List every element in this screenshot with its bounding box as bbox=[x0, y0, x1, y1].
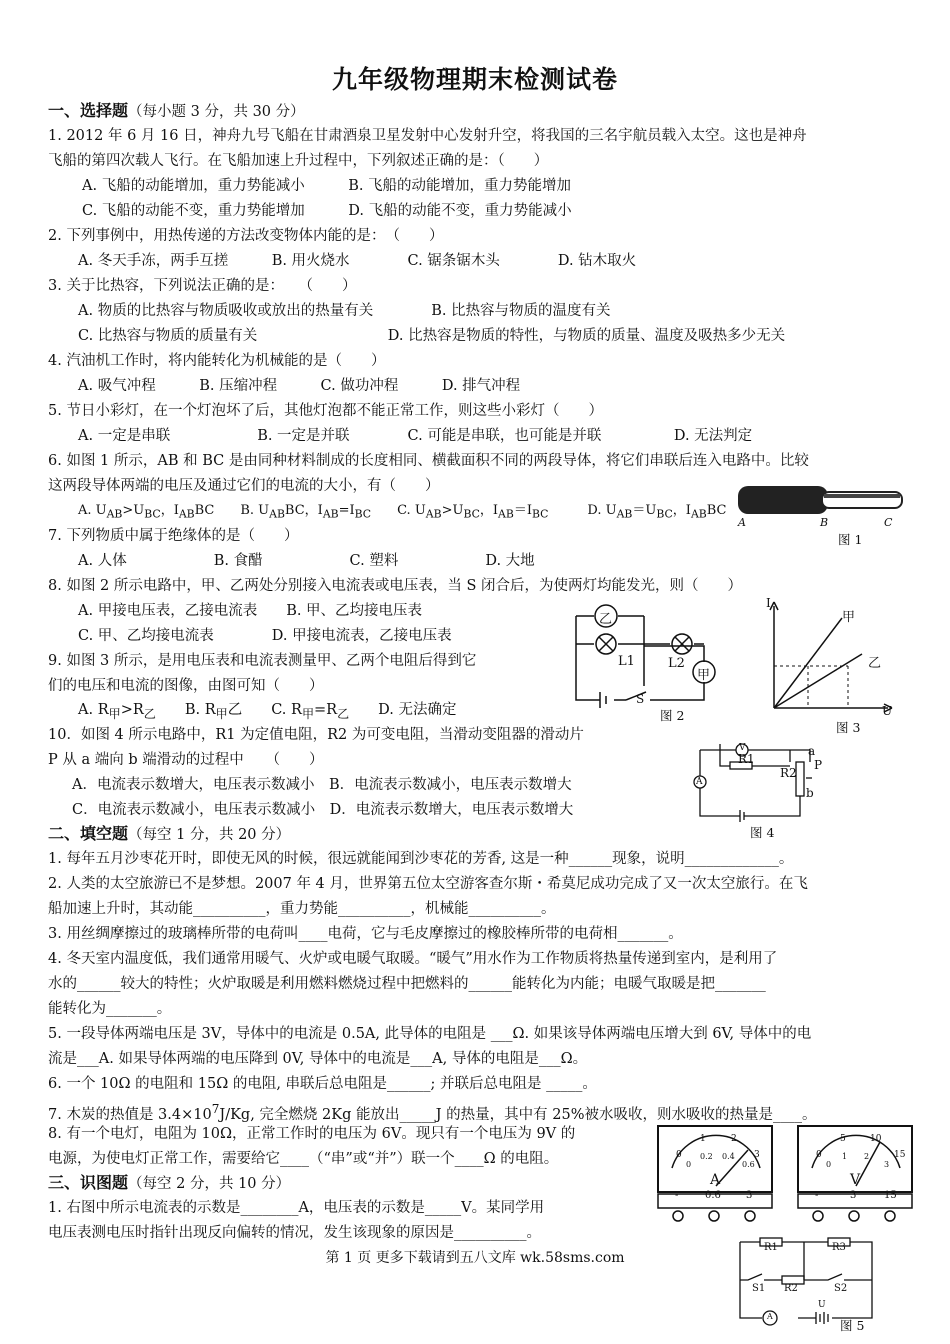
ammeter-terminal bbox=[673, 1211, 683, 1221]
fig5-battery bbox=[816, 1312, 828, 1324]
section-heading-fill bbox=[48, 824, 290, 845]
fig4-label-ammeter: A bbox=[696, 777, 703, 787]
fig5-label-s2: S2 bbox=[834, 1283, 848, 1294]
lamp-l1-cross bbox=[599, 637, 613, 651]
fig3-label-u: U bbox=[882, 704, 893, 718]
voltmeter-tick: 1 bbox=[842, 1152, 848, 1161]
section-title: 二、填空题 bbox=[48, 824, 129, 843]
option-line: C．电流表示数减小，电压表示数减小 D．电流表示数增大，电压表示数增大 bbox=[72, 802, 574, 818]
fig4-r2 bbox=[796, 762, 804, 796]
question-line: 1. 右图中所示电流表的示数是________A，电压表的示数是_____V。某同学用 bbox=[48, 1200, 545, 1216]
option-line: A. 一定是串联 B. 一定是并联 C. 可能是串联，也可能是并联 D. 无法判定 bbox=[78, 428, 753, 444]
question-line: 电压表测电压时指针出现反向偏转的情况，发生该现象的原因是__________。 bbox=[48, 1225, 541, 1241]
fig2-label-jia: 甲 bbox=[697, 668, 711, 683]
voltmeter-tick: 15 bbox=[894, 1150, 906, 1160]
ammeter-tick: 0.4 bbox=[722, 1152, 735, 1161]
question-line: 4. 汽油机工作时，将内能转化为机械能的是（ ） bbox=[48, 353, 386, 369]
section-heading-choice bbox=[48, 101, 305, 122]
fig5-label-r3: R3 bbox=[832, 1242, 846, 1253]
voltmeter-terminal-label: 15 bbox=[884, 1190, 897, 1201]
question-line: 飞船的第四次载人飞行。在飞船加速上升过程中，下列叙述正确的是：（ ） bbox=[48, 153, 549, 169]
question-line: 10．如图 4 所示电路中，R1 为定值电阻，R2 为可变电阻，当滑动变阻器的滑动片 bbox=[48, 727, 584, 743]
fig4-label-v: V bbox=[739, 743, 746, 753]
ammeter-tick: 1 bbox=[700, 1134, 706, 1144]
fig4-label-r2: R2 bbox=[780, 766, 797, 780]
question-line: 5. 节日小彩灯，在一个灯泡坏了后，其他灯泡都不能正常工作，则这些小彩灯（ ） bbox=[48, 403, 603, 419]
conductor-shade bbox=[824, 494, 900, 498]
question-line: 电源，为使电灯正常工作，需要给它____（“串”或“并”）联一个____Ω 的电阻。 bbox=[48, 1151, 559, 1167]
page-footer: 第 1 页 更多下载请到五八文库 wk.58sms.com bbox=[325, 1250, 625, 1266]
option-line: A．电流表示数增大，电压表示数减小 B．电流表示数减小，电压表示数增大 bbox=[72, 777, 572, 793]
fig1-label-a: A bbox=[738, 516, 746, 529]
question-line: 7. 下列物质中属于绝缘体的是（ ） bbox=[48, 528, 299, 544]
question-line: 2. 下列事例中，用热传递的方法改变物体内能的是： （ ） bbox=[48, 228, 444, 244]
figure-2-circuit bbox=[570, 600, 730, 712]
voltmeter-terminal-label: - bbox=[815, 1190, 819, 1201]
voltmeter-letter: V bbox=[850, 1172, 861, 1188]
option-line: A. 人体 B. 食醋 C. 塑料 D. 大地 bbox=[78, 553, 535, 569]
question-line: 9. 如图 3 所示，是用电压表和电流表测量甲、乙两个电阻后得到它 bbox=[48, 653, 477, 669]
figure-5-caption: 图 5 bbox=[840, 1318, 865, 1333]
voltmeter-terminal-label: 3 bbox=[850, 1190, 857, 1201]
page-title: 九年级物理期末检测试卷 bbox=[331, 65, 618, 94]
question-line: P 从 a 端向 b 端滑动的过程中 （ ） bbox=[48, 752, 324, 768]
fig5-label-u: U bbox=[818, 1300, 826, 1310]
fig4-label-r1: R1 bbox=[738, 752, 755, 766]
figure-4-circuit bbox=[680, 738, 840, 822]
question-line: 7. 木炭的热值是 $3.4\times 10^7J/Kg$, 完全燃烧 2Kg 能放出_____J 的热量，其中有 25%被水吸收，则水吸收的热量是____。 bbox=[48, 1102, 817, 1123]
fig2-label-yi: 乙 bbox=[599, 612, 613, 627]
ammeter-terminal-label: - bbox=[675, 1190, 679, 1201]
fig3-label-yi: 乙 bbox=[868, 656, 882, 671]
ammeter-letter: A bbox=[710, 1172, 721, 1188]
option-line: A. $U_{AB}>U_{BC}$，$I_{AB}BC$ B. $U_{AB}BC$，$I_{AB}=I_{BC}$ C. $U_{AB}>U_{BC}$，$I_{AB}=I_{BC}$ D. $U_{AB}=U_{BC}$，$I_{AB}BC$ bbox=[78, 503, 727, 521]
ammeter-terminal-label: 0.6 bbox=[705, 1190, 721, 1201]
option-line: A. 飞船的动能增加，重力势能减小 B. 飞船的动能增加，重力势能增加 bbox=[82, 178, 572, 194]
ammeter-terminal bbox=[709, 1211, 719, 1221]
section-points: （每空 2 分，共 10 分） bbox=[128, 1176, 291, 1192]
option-line: A. 物质的比热容与物质吸收或放出的热量有关 B. 比热容与物质的温度有关 bbox=[78, 303, 611, 319]
fig4-label-a-end: a bbox=[808, 744, 816, 758]
question-line: 3. 用丝绸摩擦过的玻璃棒所带的电荷叫____电荷，它与毛皮摩擦过的橡胶棒所带的电荷相_______。 bbox=[48, 926, 683, 942]
voltmeter-tick: 5 bbox=[840, 1134, 846, 1144]
option-line: A. 甲接电压表，乙接电流表 B. 甲、乙均接电压表 bbox=[78, 603, 423, 619]
line-yi bbox=[774, 654, 862, 708]
fig2-label-s: S bbox=[636, 692, 645, 706]
question-line: 2. 人类的太空旅游已不是梦想。2007 年 4 月，世界第五位太空游客查尔斯・希莫尼成功完成了又一次太空旅行。在飞 bbox=[48, 876, 808, 892]
ammeter-tick: 0 bbox=[686, 1160, 692, 1169]
voltmeter-tick: 3 bbox=[884, 1160, 890, 1169]
fig1-label-b: B bbox=[820, 516, 829, 529]
question-line: 3. 关于比热容，下列说法正确的是： （ ） bbox=[48, 278, 357, 294]
fig2-label-l1: L1 bbox=[618, 654, 635, 669]
ammeter-tick: 2 bbox=[731, 1134, 737, 1144]
fig4-wires bbox=[700, 744, 810, 816]
lamp-l2-cross bbox=[675, 637, 689, 651]
section-points: （每空 1 分，共 20 分） bbox=[128, 827, 291, 843]
section-title: 一、选择题 bbox=[48, 101, 129, 120]
question-line: 能转化为_______。 bbox=[48, 1001, 172, 1017]
voltmeter-terminal bbox=[849, 1211, 859, 1221]
fig2-label-l2: L2 bbox=[668, 656, 685, 671]
fig3-label-jia: 甲 bbox=[842, 610, 856, 625]
question-line: 水的______较大的特性；火炉取暖是利用燃料燃烧过程中把燃料的______能转化为内能；电暖气取暖是把_______ bbox=[48, 976, 766, 992]
question-line: 8. 如图 2 所示电路中，甲、乙两处分别接入电流表或电压表，当 S 闭合后，为使两灯均能发光，则（ ） bbox=[48, 578, 743, 594]
fig5-label-r1: R1 bbox=[764, 1242, 778, 1253]
question-line: 8. 有一个电灯，电阻为 10Ω，正常工作时的电压为 6V。现只有一个电压为 9V 的 bbox=[48, 1126, 576, 1142]
voltmeter-tick: 0 bbox=[826, 1160, 832, 1169]
battery-symbol bbox=[600, 692, 606, 708]
option-line: C. 飞船的动能不变，重力势能增加 D. 飞船的动能不变，重力势能减小 bbox=[82, 203, 572, 219]
question-line: 6. 如图 1 所示，AB 和 BC 是由同种材料制成的长度相同、横截面积不同的两段导体，将它们串联后连入电路中。比较 bbox=[48, 453, 809, 469]
question-line: 1. 2012 年 6 月 16 日，神舟九号飞船在甘肃酒泉卫星发射中心发射升空，将我国的三名宇航员载入太空。这也是神舟 bbox=[48, 128, 807, 144]
fig5-label-r2: R2 bbox=[784, 1283, 798, 1294]
voltmeter-tick: 2 bbox=[864, 1152, 870, 1161]
question-line: 1. 每年五月沙枣花开时，即使无风的时候，很远就能闻到沙枣花的芳香, 这是一种______现象，说明_____________。 bbox=[48, 851, 794, 867]
ammeter-terminal-label: 3 bbox=[746, 1190, 753, 1201]
fig5-label-s1: S1 bbox=[752, 1283, 766, 1294]
figure-4-caption: 图 4 bbox=[750, 825, 775, 840]
ammeter-tick: 3 bbox=[754, 1150, 760, 1160]
fig4-label-p: P bbox=[814, 758, 823, 772]
fig1-label-c: C bbox=[884, 516, 893, 529]
ammeter-terminal bbox=[745, 1211, 755, 1221]
voltmeter-terminal bbox=[813, 1211, 823, 1221]
option-line: C. 比热容与物质的质量有关 D. 比热容是物质的特性，与物质的质量、温度及吸热多少无关 bbox=[78, 328, 786, 344]
fig5-switches bbox=[740, 1274, 872, 1280]
question-line: 流是___A. 如果导体两端的电压降到 0V, 导体中的电流是___A, 导体的电阻是___Ω。 bbox=[48, 1051, 588, 1067]
ammeter-tick: 0 bbox=[676, 1150, 682, 1160]
option-line: A. $R_甲>R_乙$ B. $R_甲$乙 C. $R_甲=R_乙$ D. 无法确定 bbox=[78, 702, 457, 721]
question-line: 这两段导体两端的电压及通过它们的电流的大小，有（ ） bbox=[48, 478, 440, 494]
figure-1-caption: 图 1 bbox=[838, 532, 863, 547]
question-line: 船加速上升时，其动能__________，重力势能__________，机械能__________。 bbox=[48, 901, 556, 917]
voltmeter-terminal bbox=[885, 1211, 895, 1221]
question-line: 6. 一个 10Ω 的电阻和 15Ω 的电阻, 串联后总电阻是______; 并联后总电阻是 _____。 bbox=[48, 1076, 597, 1092]
fig3-label-i: I bbox=[766, 596, 771, 610]
fig4-battery bbox=[740, 810, 744, 822]
line-jia bbox=[774, 618, 842, 708]
question-line: 们的电压和电流的图像，由图可知（ ） bbox=[48, 678, 324, 694]
section-title: 三、识图题 bbox=[48, 1173, 129, 1192]
question-line: 5. 一段导体两端电压是 3V，导体中的电流是 0.5A, 此导体的电阻是 ___Ω. 如果该导体两端电压增大到 6V, 导体中的电 bbox=[48, 1026, 812, 1042]
ammeter-tick: 0.6 bbox=[742, 1160, 755, 1169]
section-points: （每小题 3 分，共 30 分） bbox=[128, 104, 305, 120]
figure-2-caption: 图 2 bbox=[660, 708, 685, 723]
fig5-label-ammeter: A bbox=[767, 1312, 773, 1321]
conductor-thick-part bbox=[738, 486, 828, 514]
option-line: A. 冬天手冻，两手互搓 B. 用火烧水 C. 锯条锯木头 D. 钻木取火 bbox=[78, 253, 637, 269]
figure-3-caption: 图 3 bbox=[836, 720, 861, 735]
ammeter-tick: 0.2 bbox=[700, 1152, 713, 1161]
voltmeter-tick: 10 bbox=[870, 1134, 882, 1144]
voltmeter-tick: 0 bbox=[816, 1150, 822, 1160]
option-line: A. 吸气冲程 B. 压缩冲程 C. 做功冲程 D. 排气冲程 bbox=[78, 378, 521, 394]
question-line: 4. 冬天室内温度低，我们通常用暖气、火炉或电暖气取暖。“暖气”用水作为工作物质将热量传递到室内，是利用了 bbox=[48, 951, 778, 967]
section-heading-diagram bbox=[48, 1173, 290, 1194]
option-line: C. 甲、乙均接电流表 D. 甲接电流表，乙接电压表 bbox=[78, 628, 452, 644]
fig4-label-b-end: b bbox=[806, 786, 814, 800]
